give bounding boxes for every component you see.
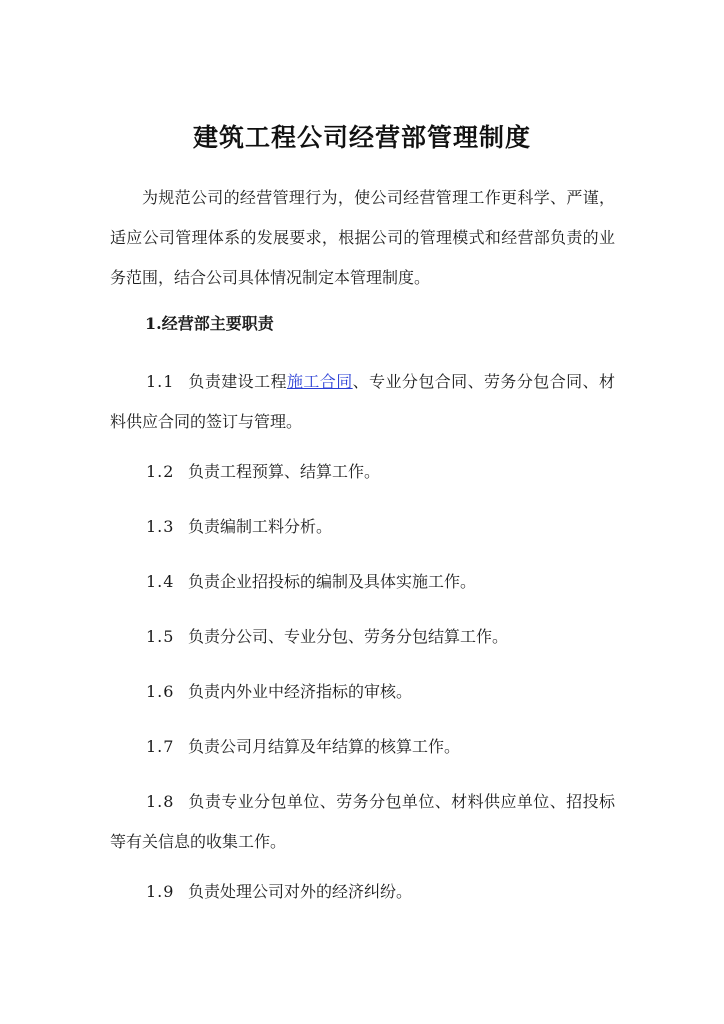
- item-number: 1.9: [146, 882, 175, 901]
- item-text: 负责分公司、专业分包、劳务分包结算工作。: [188, 627, 509, 646]
- item-text: 负责企业招投标的编制及具体实施工作。: [188, 572, 477, 591]
- item-number: 1.5: [146, 627, 175, 646]
- list-item: [110, 362, 615, 442]
- item-number: 1.7: [146, 737, 175, 756]
- item-number: 1.3: [146, 517, 175, 536]
- item-text: 负责公司月结算及年结算的核算工作。: [188, 737, 461, 756]
- item-number: 1.6: [146, 682, 175, 701]
- list-item: [110, 507, 615, 547]
- item-text: 负责处理公司对外的经济纠纷。: [188, 882, 413, 901]
- item-text: 负责编制工料分析。: [188, 517, 333, 536]
- list-item: [110, 562, 615, 602]
- list-item: [110, 782, 615, 862]
- item-number: 1.2: [146, 462, 175, 481]
- item-text-pre: 负责建设工程: [188, 372, 287, 391]
- item-number: 1.1: [146, 372, 175, 391]
- item-text-post: 、专业分包合同、劳务分包合同、材料供应合同的签订与管理。: [110, 372, 615, 431]
- list-item: [110, 452, 615, 492]
- list-item: [110, 727, 615, 767]
- list-item: [110, 617, 615, 657]
- construction-contract-link[interactable]: 施工合同: [286, 372, 353, 391]
- item-number: 1.4: [146, 572, 175, 591]
- intro-paragraph: 为规范公司的经营管理行为，使公司经营管理工作更科学、严谨，适应公司管理体系的发展要求，根据公司的管理模式和经营部负责的业务范围，结合公司具体情况制定本管理制度。: [110, 188, 615, 287]
- document-title: 建筑工程公司经营部管理制度: [192, 123, 531, 152]
- item-number: 1.8: [146, 792, 175, 811]
- item-text: 负责专业分包单位、劳务分包单位、材料供应单位、招投标等有关信息的收集工作。: [110, 792, 615, 851]
- item-text: 负责内外业中经济指标的审核。: [188, 682, 413, 701]
- item-text: 负责工程预算、结算工作。: [188, 462, 381, 481]
- list-item: [110, 872, 615, 912]
- section-heading: 1.经营部主要职责: [145, 314, 274, 333]
- list-item: [110, 672, 615, 712]
